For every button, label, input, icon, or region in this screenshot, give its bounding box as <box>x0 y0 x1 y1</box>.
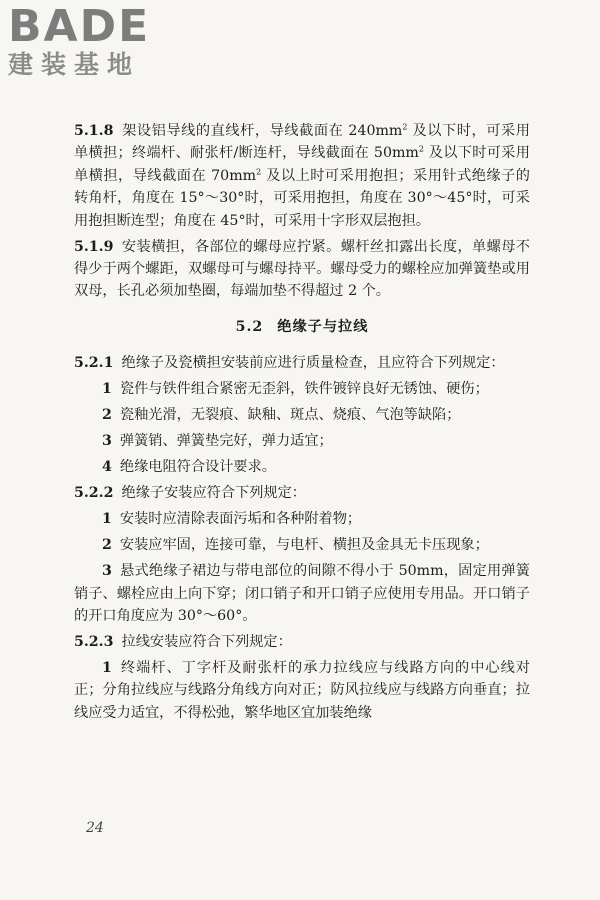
clause-number: 5.2.3 <box>74 634 114 651</box>
clause-text-b: 及以下时，可采用单横担；终端杆、耐张杆/断连杆，导线截面在 50mm <box>74 123 531 162</box>
superscript: 2 <box>418 144 424 154</box>
item-text: 悬式绝缘子裙边与带电部位的间隙不得小于 50mm，固定用弹簧销子、螺栓应由上向下穿；闭口销子和开口销子应使用专用品。开口销子的开口角度应为 30°～60°。 <box>74 563 530 625</box>
item-number: 1 <box>102 511 112 528</box>
item-number: 3 <box>102 563 112 580</box>
clause-number: 5.2.1 <box>74 355 114 372</box>
clause-number: 5.1.8 <box>74 123 114 139</box>
clause-text: 绝缘子安装应符合下列规定： <box>121 485 306 502</box>
clause-number: 5.1.9 <box>74 238 114 255</box>
item-text: 安装应牢固，连接可靠，与电杆、横担及金具无卡压现象； <box>119 537 489 554</box>
logo-text-cn: 建装基地 <box>8 50 141 79</box>
list-item <box>74 378 530 400</box>
item-number: 2 <box>102 407 112 424</box>
clause-5-2-2 <box>74 482 530 504</box>
clause-text-d: 及以上时可采用抱担；采用针式绝缘子的转角杆，角度在 15°～30°时，可采用抱担，角度在 30°～45°时，可采用抱担断连型；角度在 45°时，可采用十字形双层抱担。 <box>74 167 530 229</box>
clause-5-2-1 <box>74 352 530 374</box>
list-item <box>74 456 530 478</box>
item-text: 瓷釉光滑，无裂痕、缺釉、斑点、烧痕、气泡等缺陷； <box>119 407 461 424</box>
list-item <box>74 404 530 426</box>
item-number: 3 <box>102 433 112 450</box>
item-number: 4 <box>102 459 112 476</box>
clause-text: 拉线安装应符合下列规定： <box>121 634 292 651</box>
section-number: 5.2 <box>235 318 264 335</box>
section-title: 绝缘子与拉线 <box>277 318 369 335</box>
clause-5-1-8 <box>74 120 530 232</box>
clause-5-2-3 <box>74 631 530 653</box>
list-item <box>74 430 530 452</box>
superscript: 2 <box>256 167 262 177</box>
item-text: 绝缘电阻符合设计要求。 <box>119 459 276 476</box>
item-text: 瓷件与铁件组合紧密无歪斜，铁件镀锌良好无锈蚀、硬伤； <box>119 381 489 398</box>
list-item <box>74 534 530 556</box>
item-number: 1 <box>102 660 112 677</box>
logo-text-en: BADE <box>8 1 151 52</box>
list-item <box>74 508 530 530</box>
item-number: 1 <box>102 381 112 398</box>
item-text: 弹簧销、弹簧垫完好，弹力适宜； <box>119 433 333 450</box>
item-text: 终端杆、丁字杆及耐张杆的承力拉线应与线路方向的中心线对正；分角拉线应与线路分角线方向对正；防风拉线应与线路方向垂直；拉线应受力适宜，不得松弛，繁华地区宜加装绝缘 <box>74 660 530 721</box>
list-item <box>74 657 530 724</box>
clause-text: 绝缘子及瓷横担安装前应进行质量检查，且应符合下列规定： <box>121 355 505 372</box>
clause-number: 5.2.2 <box>74 485 114 502</box>
list-item <box>74 560 530 627</box>
bade-logo <box>8 1 178 84</box>
superscript: 2 <box>402 122 408 132</box>
item-number: 2 <box>102 537 112 554</box>
clause-text-a: 架设铝导线的直线杆，导线截面在 240mm <box>121 123 403 139</box>
page-number: 24 <box>86 820 104 836</box>
clause-text: 安装横担，各部位的螺母应拧紧。螺杆丝扣露出长度，单螺母不得少于两个螺距，双螺母可与螺母持平。螺母受力的螺栓应加弹簧垫或用双母，长孔必须加垫圈，每端加垫不得超过 2 个。 <box>74 238 530 300</box>
section-heading <box>74 316 530 338</box>
document-body <box>74 120 530 728</box>
item-text: 安装时应清除表面污垢和各种附着物； <box>119 511 362 528</box>
clause-text-c: 及以下时可采用单横担，导线截面在 70mm <box>74 145 530 184</box>
clause-5-1-9 <box>74 236 530 303</box>
